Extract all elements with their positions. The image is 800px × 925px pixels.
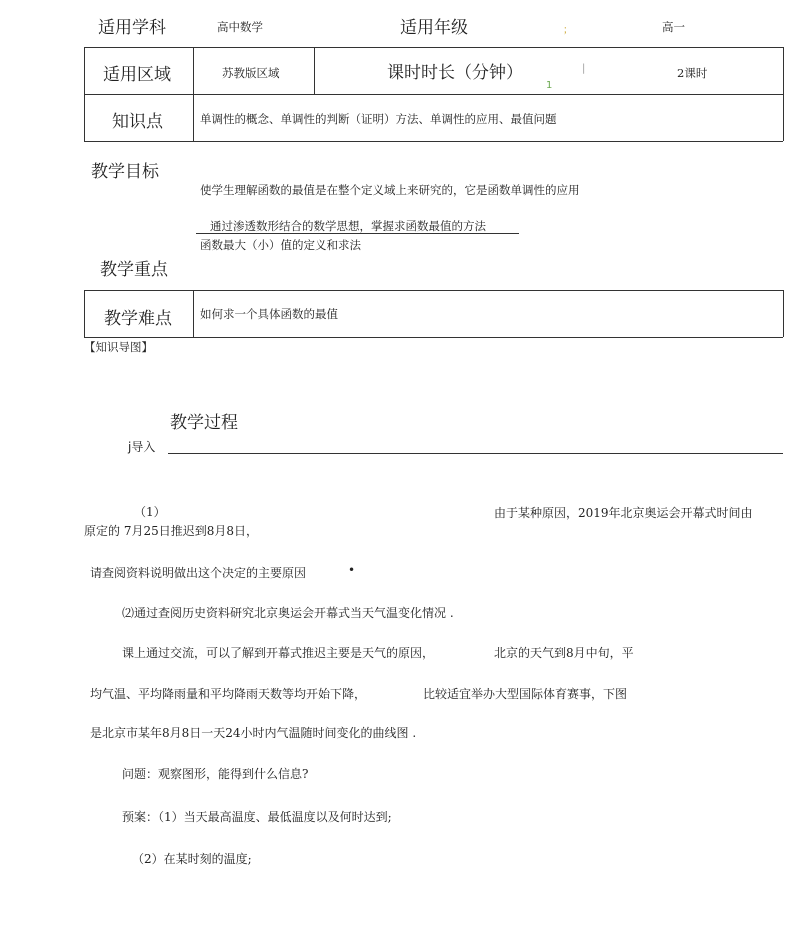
goals-line1: 使学生理解函数的最值是在整个定义域上来研究的，它是函数单调性的应用	[200, 183, 580, 197]
para2: 请查阅资料说明做出这个决定的主要原因	[90, 566, 307, 580]
section-prefix: j	[128, 440, 132, 454]
para3: ⑵通过查阅历史资料研究北京奥运会开幕式当天气温变化情况 .	[122, 606, 454, 620]
difficulty-left	[84, 290, 85, 337]
region-label: 适用区域	[103, 65, 171, 85]
bar-mark: |	[582, 63, 586, 74]
grade-value: 高一	[662, 20, 685, 34]
focus-label: 教学重点	[100, 260, 168, 280]
section-title: 导入	[131, 440, 156, 454]
table-right-border	[783, 47, 784, 141]
goals-line3: 函数最大（小）值的定义和求法	[200, 238, 361, 252]
goals-line2: 通过渗透数形结合的数学思想，掌握求函数最值的方法	[210, 219, 486, 233]
para4-right: 北京的天气到8月中旬，平	[494, 646, 634, 660]
dot-mark: •	[348, 563, 356, 577]
one-mark: 1	[546, 80, 553, 91]
process-title: 教学过程	[170, 413, 238, 433]
table-col-divider	[193, 47, 194, 141]
para7: 问题：观察图形，能得到什么信息?	[122, 767, 309, 781]
difficulty-top	[84, 290, 783, 291]
para4-left: 课上通过交流，可以了解到开幕式推迟主要是天气的原因，	[122, 646, 435, 660]
para5-right: 比较适宜举办大型国际体育赛事，下图	[423, 687, 628, 701]
knowledge-value: 单调性的概念、单调性的判断（证明）方法、单调性的应用、最值问题	[200, 112, 557, 126]
section-rule	[168, 453, 783, 454]
table-row2-bottom	[84, 94, 783, 95]
subject-label: 适用学科	[98, 18, 166, 38]
region-value: 苏教版区域	[222, 66, 280, 80]
grade-label: 适用年级	[400, 18, 468, 38]
table-row3-bottom	[84, 141, 783, 142]
para1-number: （1）	[134, 505, 166, 519]
goals-label: 教学目标	[91, 162, 159, 182]
knowledge-map-label: 【知识导图】	[84, 340, 153, 354]
para9: （2）在某时刻的温度;	[132, 852, 252, 866]
difficulty-bottom	[84, 337, 783, 338]
para5-left: 均气温、平均降雨量和平均降雨天数等均开始下降，	[90, 687, 367, 701]
table-col-divider-2	[314, 47, 315, 94]
para8: 预案：（1）当天最高温度、最低温度以及何时达到;	[122, 810, 392, 824]
subject-value: 高中数学	[217, 20, 263, 34]
semicolon-mark: ；	[563, 25, 573, 36]
duration-label: 课时时长（分钟）	[387, 63, 523, 83]
difficulty-right	[783, 290, 784, 337]
difficulty-label: 教学难点	[104, 309, 172, 329]
para1-cont: 原定的 7月25日推迟到8月8日，	[84, 524, 258, 538]
difficulty-value: 如何求一个具体函数的最值	[200, 307, 338, 321]
difficulty-divider	[193, 290, 194, 337]
section-heading	[128, 438, 155, 455]
goals-line2-underline	[196, 233, 519, 234]
duration-value: 2课时	[677, 66, 708, 80]
table-left-border	[84, 47, 85, 141]
para6: 是北京市某年8月8日一天24小时内气温随时间变化的曲线图 .	[90, 726, 417, 740]
knowledge-label: 知识点	[112, 112, 163, 132]
table-row1-bottom	[84, 47, 783, 48]
para1-right: 由于某种原因，2019年北京奥运会开幕式时间由	[494, 506, 753, 520]
